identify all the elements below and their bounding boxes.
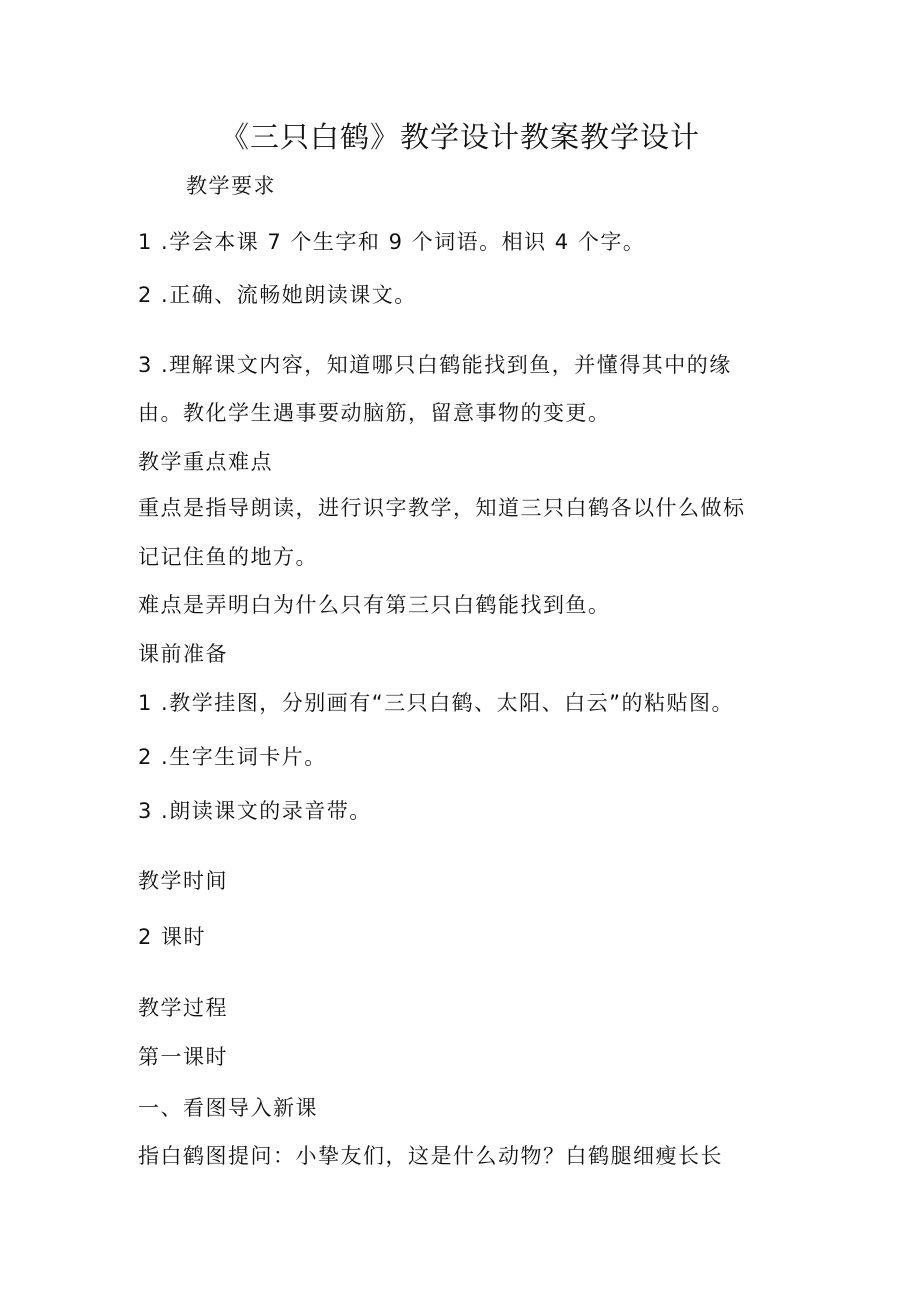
paragraph-line: 由。教化学生遇事要动脑筋，留意事物的变更。 — [138, 401, 611, 425]
paragraph-line: 3 .理解课文内容，知道哪只白鹤能找到鱼，并懂得其中的缘 — [138, 353, 732, 377]
paragraph-line: 难点是弄明白为什么只有第三只白鹤能找到鱼。 — [138, 593, 611, 617]
paragraph-line: 1 .学会本课 7 个生字和 9 个词语。相识 4 个字。 — [138, 230, 646, 254]
section-heading-time: 教学时间 — [138, 869, 228, 893]
paragraph-line: 3 .朗读课文的录音带。 — [138, 799, 372, 823]
paragraph-line: 记记住鱼的地方。 — [138, 545, 318, 569]
document-title: 《三只白鹤》教学设计教案教学设计 — [219, 120, 700, 154]
section-heading-preparation: 课前准备 — [138, 642, 228, 666]
section-heading-process: 教学过程 — [138, 996, 228, 1020]
paragraph-line: 指白鹤图提问：小挚友们，这是什么动物？白鹤腿细瘦长长 — [138, 1144, 723, 1168]
section-heading-requirements: 教学要求 — [186, 174, 276, 198]
section-heading-key-points: 教学重点难点 — [138, 450, 273, 474]
paragraph-line: 1 .教学挂图，分别画有“三只白鹤、太阳、白云”的粘贴图。 — [138, 691, 734, 715]
paragraph-line: 重点是指导朗读，进行识字教学，知道三只白鹤各以什么做标 — [138, 496, 746, 520]
paragraph-line: 2 课时 — [138, 925, 207, 949]
paragraph-line: 2 .生字生词卡片。 — [138, 745, 327, 769]
paragraph-line: 2 .正确、流畅她朗读课文。 — [138, 283, 417, 307]
paragraph-line: 一、看图导入新课 — [138, 1096, 318, 1120]
paragraph-line: 第一课时 — [138, 1045, 228, 1069]
